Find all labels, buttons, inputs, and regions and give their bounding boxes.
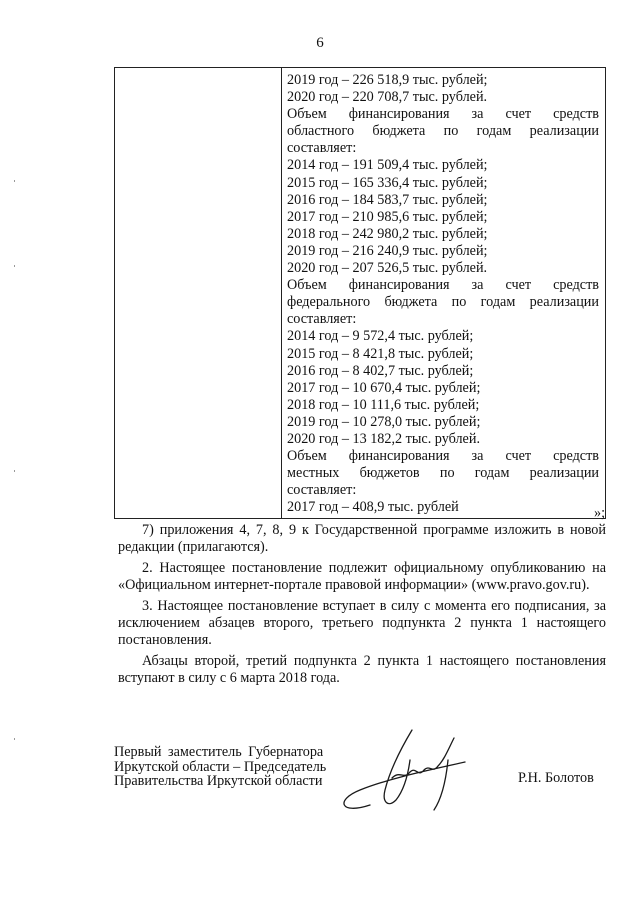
scan-margin-mark [14, 265, 15, 267]
funding-line: Объем финансирования за счет средств [287, 448, 599, 465]
paragraph-exceptions-date: Абзацы второй, третий подпункта 2 пункта 1 настоящего постановления вступают в силу с 6 марта 2018 года. [118, 652, 606, 687]
page-number: 6 [316, 35, 324, 51]
funding-line: областного бюджета по годам реализации [287, 123, 599, 140]
table-column-divider [281, 68, 282, 518]
funding-line: 2016 год – 184 583,7 тыс. рублей; [287, 191, 488, 208]
funding-line: местных бюджетов по годам реализации [287, 465, 599, 482]
funding-line: 2020 год – 13 182,2 тыс. рублей. [287, 430, 480, 447]
funding-amounts-cell [287, 72, 599, 516]
signer-name: Р.Н. Болотов [518, 770, 594, 786]
funding-line: 2019 год – 10 278,0 тыс. рублей; [287, 413, 481, 430]
funding-line: Объем финансирования за счет средств [287, 277, 599, 294]
scan-margin-mark [14, 470, 15, 472]
paragraph-entry-into-force: 3. Настоящее постановление вступает в силу с момента его подписания, за исключением абзацев второго, третьего подпункта 2 пункта 1 настоящего постановления. [118, 597, 606, 649]
paragraph-item-7: 7) приложения 4, 7, 8, 9 к Государственной программе изложить в новой редакции (прилагаются). [118, 522, 606, 556]
scan-margin-mark [14, 738, 15, 740]
funding-line: 2015 год – 8 421,8 тыс. рублей; [287, 345, 474, 362]
signer-position-line: Первый заместитель Губернатора [114, 744, 324, 760]
funding-line: 2017 год – 408,9 тыс. рублей [287, 499, 459, 516]
paragraph-publication: 2. Настоящее постановление подлежит официальному опубликованию на «Официальном интернет-портале правовой информации» (www.pravo.gov.ru). [118, 559, 606, 594]
funding-line: 2018 год – 242 980,2 тыс. рублей; [287, 225, 488, 242]
funding-line: 2014 год – 191 509,4 тыс. рублей; [287, 157, 488, 174]
amendment-paragraphs [118, 522, 606, 688]
funding-line: 2016 год – 8 402,7 тыс. рублей; [287, 362, 474, 379]
closing-quote: »; [594, 505, 606, 521]
signer-position-line: Правительства Иркутской области [114, 773, 323, 789]
signer-position [114, 745, 326, 789]
funding-line: 2017 год – 10 670,4 тыс. рублей; [287, 379, 481, 396]
scan-margin-mark [14, 180, 15, 182]
funding-line: 2020 год – 207 526,5 тыс. рублей. [287, 260, 488, 277]
funding-table [114, 67, 606, 519]
funding-line: 2019 год – 226 518,9 тыс. рублей; [287, 72, 488, 88]
handwritten-signature [330, 720, 480, 820]
funding-line: 2019 год – 216 240,9 тыс. рублей; [287, 242, 488, 259]
funding-line: составляет: [287, 140, 357, 157]
funding-line: Объем финансирования за счет средств [287, 106, 599, 123]
signer-position-line: Иркутской области – Председатель [114, 758, 327, 775]
funding-line: 2020 год – 220 708,7 тыс. рублей. [287, 89, 488, 106]
funding-line: 2018 год – 10 111,6 тыс. рублей; [287, 396, 480, 413]
funding-line: 2015 год – 165 336,4 тыс. рублей; [287, 174, 488, 191]
funding-line: составляет: [287, 482, 357, 499]
funding-line: 2017 год – 210 985,6 тыс. рублей; [287, 208, 488, 225]
funding-line: федерального бюджета по годам реализации [287, 294, 599, 311]
funding-line: 2014 год – 9 572,4 тыс. рублей; [287, 328, 474, 345]
funding-line: составляет: [287, 311, 357, 328]
